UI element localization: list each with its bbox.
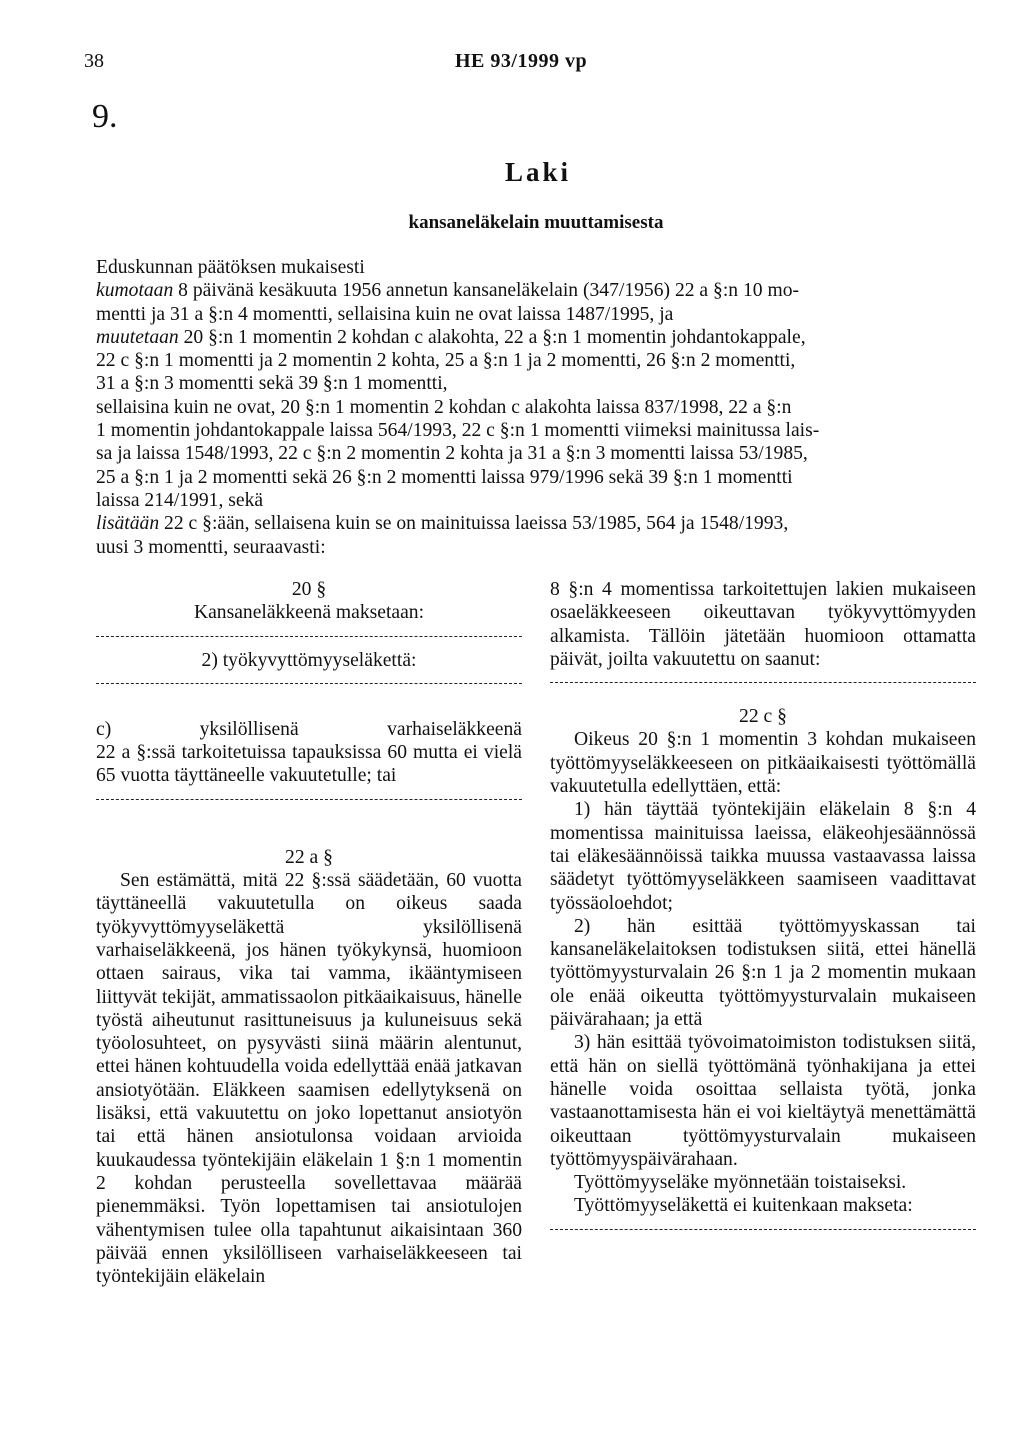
item-number: 9. bbox=[92, 98, 118, 135]
section-22c-item: 3) hän esittää työvoimatoimiston todistuksen siitä, että hän on siellä työttömänä työnhakijana ja ettei hänelle voida osoittaa sellaista työtä, jonka vastaanottamisesta hän ei voi kieltäytyä menettämättä oikeuttaan työttömyysturvalain mukaiseen työttömyyspäivärahaan. bbox=[550, 1032, 976, 1170]
intro-line: laissa 214/1991, sekä bbox=[96, 489, 264, 511]
law-title: Laki bbox=[504, 157, 572, 187]
omission-dashes bbox=[96, 799, 522, 800]
omission-dashes bbox=[550, 682, 976, 683]
section-20-line: Kansaneläkkeenä maksetaan: bbox=[193, 602, 425, 624]
intro-keyword: kumotaan bbox=[96, 280, 174, 302]
intro-text: 8 päivänä kesäkuuta 1956 annetun kansaneläkelain (347/1956) 22 a §:n 10 mo- bbox=[173, 280, 800, 302]
intro-line: uusi 3 momentti, seuraavasti: bbox=[96, 536, 326, 558]
law-subtitle: kansaneläkelain muuttamisesta bbox=[408, 212, 664, 233]
section-22c-paragraph: Työttömyyseläke myönnetään toistaiseksi. bbox=[574, 1172, 907, 1194]
section-20-line: 2) työkyvyttömyyseläkettä: bbox=[201, 649, 417, 671]
section-22c-item: 2) hän esittää työttömyyskassan tai kansaneläkelaitoksen todistuksen siitä, ettei hänellä työttömyysturvalain 26 §:n 1 ja 2 momentin mukaan ole enää oikeutta työttömyysturvalain mukaiseen päivärahaan; ja että bbox=[550, 915, 976, 1031]
intro-text: 20 §:n 1 momentin 2 kohdan c alakohta, 22 a §:n 1 momentin johdantokappale, bbox=[178, 326, 806, 348]
enactment-clause bbox=[96, 256, 976, 559]
document-header: HE 93/1999 vp bbox=[455, 50, 588, 72]
intro-line: 1 momentin johdantokappale laissa 564/1993, 22 c §:n 1 momentti viimeksi mainitussa lais- bbox=[96, 420, 820, 442]
section-20-item-c-line bbox=[96, 718, 522, 741]
section-22a-text: Sen estämättä, mitä 22 §:ssä säädetään, 60 vuotta täyttäneellä vakuutetulla on oikeus saada työkyvyttömyyseläkettä yksilöllisenä varhaiseläkkeenä, jos hänen työkykynsä, huomioon ottaen sairaus, vika tai vamma, ikääntymiseen liittyvät tekijät, ammatissaolon pitkäaikaisuus, hänelle työstä aiheutunut rasittuneisuus ja kuluneisuus sekä työolosuhteet, on pysyvästi siinä määrin alentunut, ettei hänen kohtuudella voida edellyttää enää jatkavan ansiotyötään. Eläkkeen saamisen edellytyksenä on lisäksi, että vakuutettu on joko lopettanut ansiotyön tai että hänen ansiotulonsa voidaan arvioida kuukaudessa työntekijäin eläkelain 1 §:n 1 momentin 2 kohdan perusteella sovellettavaa määrää pienemmäksi. Työn lopettamisen tai ansiotulojen vähentymisen tulee olla tapahtunut aikaisintaan 360 päivää ennen yksilölliseen varhaiseläkkeeseen tai työntekijäin eläkelain bbox=[96, 870, 522, 1288]
section-22a-heading: 22 a § bbox=[285, 846, 333, 868]
section-22c-paragraph: Työttömyyseläkettä ei kuitenkaan makseta: bbox=[574, 1195, 913, 1217]
intro-line: sellaisina kuin ne ovat, 20 §:n 1 momentin 2 kohdan c alakohta laissa 837/1998, 22 a §:n bbox=[96, 396, 792, 418]
section-20-heading: 20 § bbox=[291, 579, 327, 600]
intro-line: mentti ja 31 a §:n 4 momentti, sellaisina kuin ne ovat laissa 1487/1995, ja bbox=[96, 303, 674, 325]
section-22c-heading: 22 c § bbox=[739, 706, 787, 728]
page-number: 38 bbox=[84, 50, 104, 72]
intro-line bbox=[96, 512, 976, 535]
left-column bbox=[96, 578, 522, 1288]
item-word: varhaiseläkkeenä bbox=[387, 718, 522, 740]
section-22a-continuation: 8 §:n 4 momentissa tarkoitettujen lakien mukaiseen osaeläkkeeseen oikeuttavan työkyvyttömyyden alkamista. Tällöin jätetään huomioon ottamatta päivät, joilta vakuutettu on saanut: bbox=[550, 579, 976, 670]
intro-text: 22 c §:ään, sellaisena kuin se on mainituissa laeissa 53/1985, 564 ja 1548/1993, bbox=[159, 513, 789, 535]
item-label: c) bbox=[96, 718, 112, 740]
intro-line bbox=[96, 279, 976, 302]
omission-dashes bbox=[550, 1229, 976, 1230]
section-20-item-c: 22 a §:ssä tarkoitetuissa tapauksissa 60 mutta ei vielä 65 vuotta täyttäneelle vakuutetulle; tai bbox=[96, 742, 522, 787]
omission-dashes bbox=[96, 636, 522, 637]
item-word: yksilöllisenä bbox=[199, 718, 299, 740]
intro-line: sa ja laissa 1548/1993, 22 c §:n 2 momentin 2 kohta ja 31 a §:n 3 momentti laissa 53/1985, bbox=[96, 443, 808, 465]
intro-line: 22 c §:n 1 momentti ja 2 momentin 2 kohta, 25 a §:n 1 ja 2 momentti, 26 §:n 2 momentti, bbox=[96, 350, 796, 372]
intro-line: 25 a §:n 1 ja 2 momentti sekä 26 §:n 2 momentti laissa 979/1996 sekä 39 §:n 1 momentti bbox=[96, 466, 793, 488]
intro-line: 31 a §:n 3 momentti sekä 39 §:n 1 momentti, bbox=[96, 373, 448, 395]
intro-keyword: lisätään bbox=[96, 513, 160, 535]
section-22c-paragraph: Oikeus 20 §:n 1 momentin 3 kohdan mukaiseen työttömyyseläkkeeseen on pitkäaikaisesti työttömällä vakuutetulla edellyttäen, että: bbox=[550, 729, 976, 798]
omission-dashes bbox=[96, 683, 522, 684]
intro-line bbox=[96, 326, 976, 349]
right-column bbox=[550, 578, 976, 1242]
section-22c-item: 1) hän täyttää työntekijäin eläkelain 8 §:n 4 momentissa mainituissa laeissa, eläkeohjesäännössä tai eläkesäännöissä taikka muussa vastaavassa laissa säädetyt työttömyyseläkkeen saamiseen vaadittavat työssäoloehdot; bbox=[550, 799, 976, 914]
intro-line: Eduskunnan päätöksen mukaisesti bbox=[96, 257, 365, 278]
intro-keyword: muutetaan bbox=[96, 326, 179, 348]
